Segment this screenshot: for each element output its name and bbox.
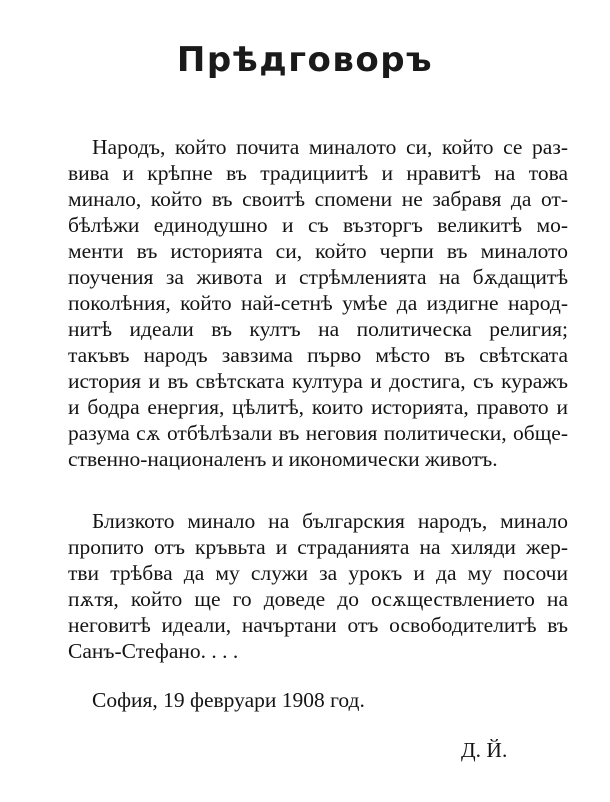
text-line: Санъ-Стефано. . . . [68,639,239,663]
paragraph-2 [68,508,568,664]
text-line: поучения за живота и стрѣмленията на бѫдащитѣ [68,265,568,289]
text-line: бѣлѣжи единодушно и съ възторгъ великитѣ мо- [68,213,568,237]
text-line: ственно-националенъ и икономически животъ. [68,447,498,471]
text-line: тви трѣбва да му служи за урокъ и да му посочи [68,561,568,585]
text-line: менти въ историята си, който черпи въ миналото [68,239,568,263]
text-line: и бодра енергия, цѣлитѣ, които историята, правото и [68,395,568,419]
text-line: такъвъ народъ завзима първо мѣсто въ свѣтската [68,343,568,367]
text-line: вива и крѣпне въ традициитѣ и нравитѣ на това [68,161,568,185]
text-line: разума сѫ отбѣлѣзали въ неговия политически, обще- [68,421,568,445]
page-title: Прѣдговоръ [176,40,434,80]
text-line: поколѣния, който най-сетнѣ умѣе да издигне народ- [68,291,568,315]
text-line: пропито отъ кръвьта и страданията на хиляди жер- [68,535,568,559]
text-line: Народъ, който почита миналото си, който се раз- [92,135,568,159]
text-line: история и въ свѣтската култура и достига, съ куражъ [68,369,568,393]
paragraph-1 [68,134,568,472]
text-line: нитѣ идеали въ култъ на политическа религия; [68,317,568,341]
text-line: неговитѣ идеали, начъртани отъ освободителитѣ въ [68,613,568,637]
text-line: пѫтя, който ще го доведе до осѫществлението на [68,587,568,611]
signature-initials: Д. Й. [461,738,508,762]
dateline: София, 19 февруари 1908 год. [92,688,365,712]
text-line: минало, който въ своитѣ спомени не забравя да от- [68,187,568,211]
text-line: Близкото минало на българския народъ, минало [92,509,568,533]
